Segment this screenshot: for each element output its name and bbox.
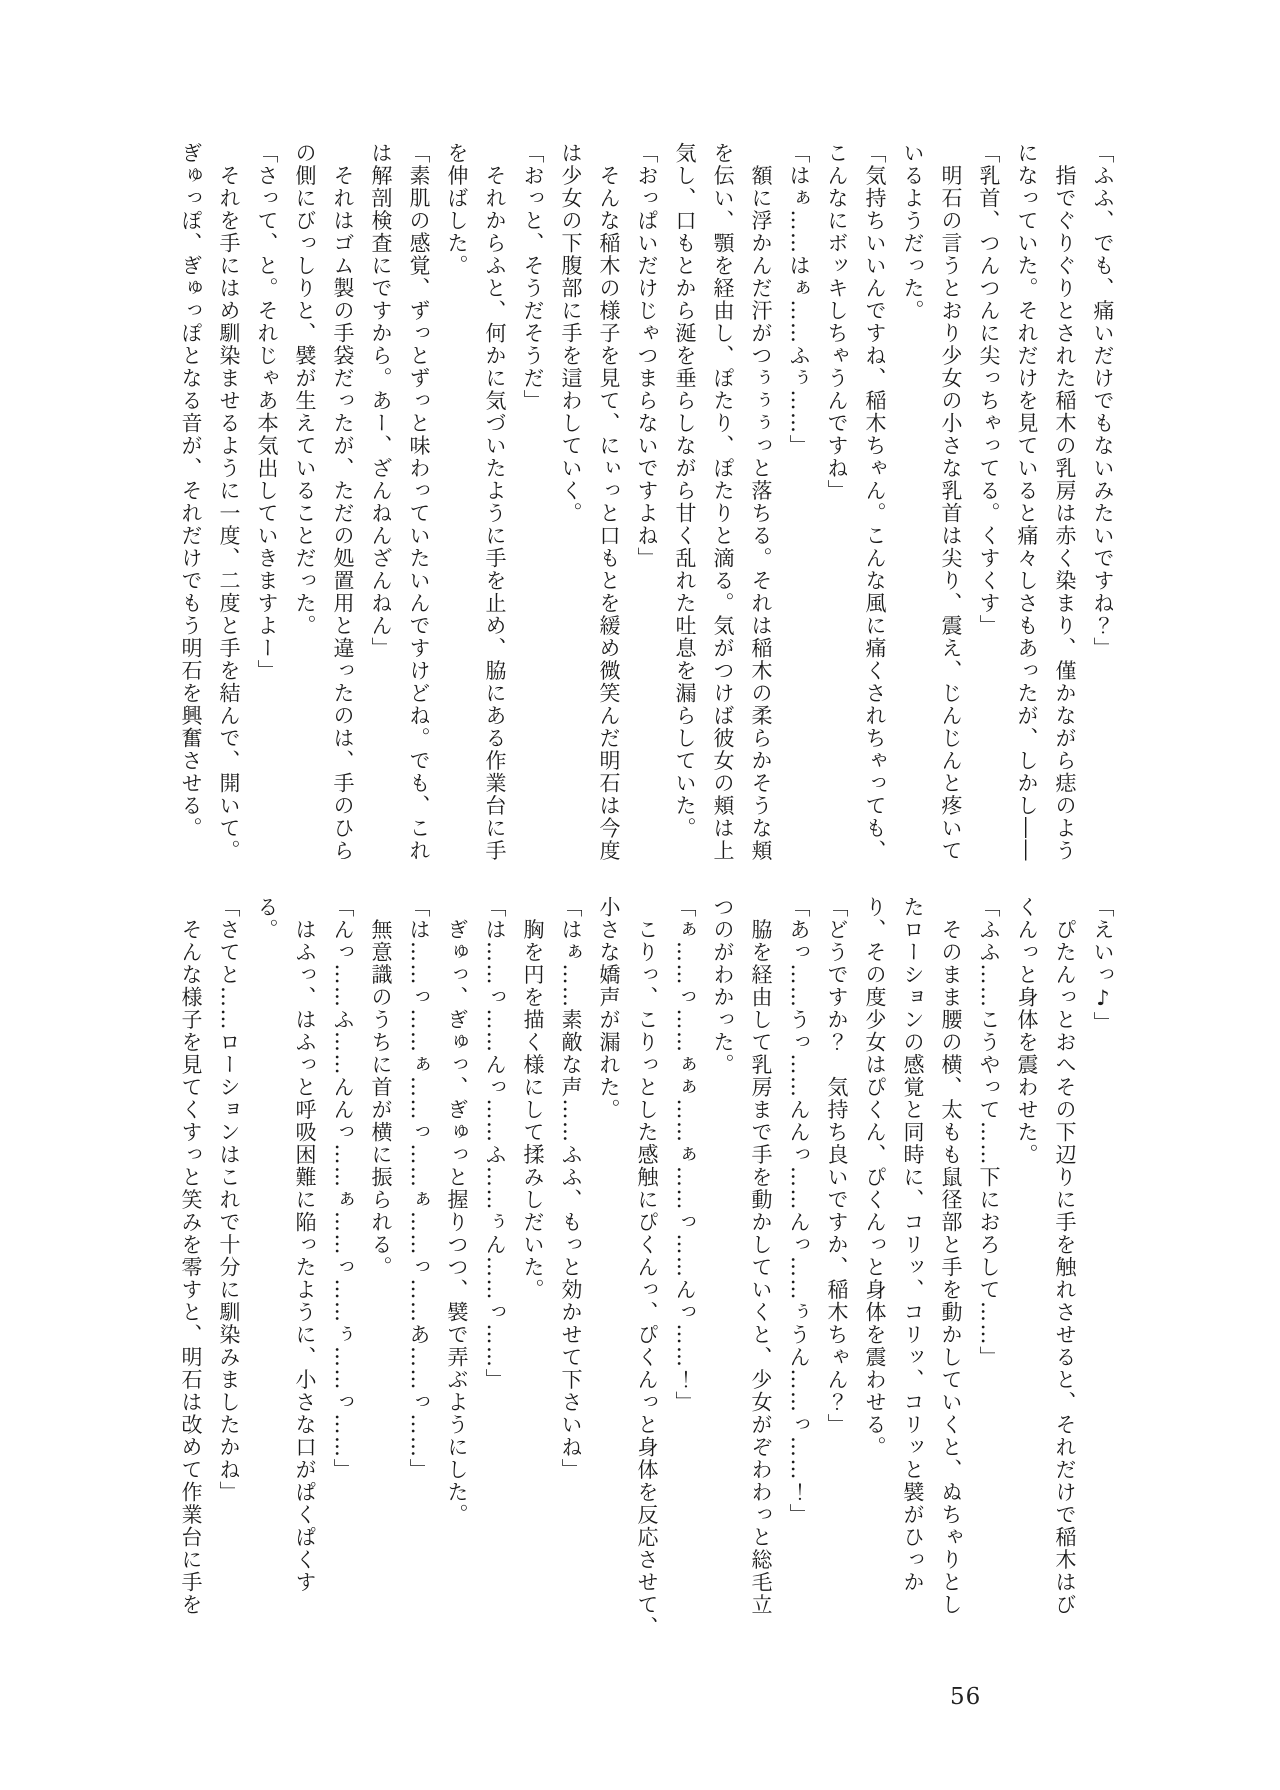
text-line: たローションの感覚と同時に、コリッ、コリッ、コリッと襞がひっか bbox=[901, 896, 925, 1594]
text-line: 「おっと、そうだそうだ」 bbox=[521, 142, 545, 412]
text-line: ぴたんっとおへその下辺りに手を触れさせると、それだけで稲木はび bbox=[1053, 896, 1077, 1616]
text-line: 「は……っ……んっ……ふ……ぅん……っ……」 bbox=[483, 896, 507, 1391]
text-line: る。 bbox=[255, 896, 279, 941]
text-block-top bbox=[172, 142, 1122, 866]
text-line: 「乳首、つんつんに尖っちゃってる。くすくす」 bbox=[977, 142, 1001, 637]
text-line: 「気持ちいいんですね、稲木ちゃん。こんな風に痛くされちゃっても、 bbox=[863, 142, 887, 862]
text-line: 小さな嬌声が漏れた。 bbox=[597, 896, 621, 1121]
text-line: になっていた。それだけを見ていると痛々しさもあったが、しかし―― bbox=[1015, 142, 1039, 862]
text-line: つのがわかった。 bbox=[711, 896, 735, 1076]
text-line: 明石の言うとおり少女の小さな乳首は尖り、震え、じんじんと疼いて bbox=[939, 142, 963, 862]
text-line: 「ふふ……こうやって……下におろして……」 bbox=[977, 896, 1001, 1369]
text-line: を伝い、顎を経由し、ぽたり、ぽたりと滴る。気がつけば彼女の頬は上 bbox=[711, 142, 735, 862]
text-line: 指でぐりぐりとされた稲木の乳房は赤く染まり、僅かながら痣のよう bbox=[1053, 142, 1077, 862]
text-line: それはゴム製の手袋だったが、ただの処置用と違ったのは、手のひら bbox=[331, 142, 355, 862]
text-line: を伸ばした。 bbox=[445, 142, 469, 277]
text-line: 「ふふ、でも、痛いだけでもないみたいですね？」 bbox=[1091, 142, 1115, 660]
text-line: は解剖検査にですから。あー、ざんねんざんねん」 bbox=[369, 142, 393, 660]
text-line: 無意識のうちに首が横に振られる。 bbox=[369, 896, 393, 1279]
text-line: ぎゅっぽ、ぎゅっぽとなる音が、それだけでもう明石を興奮させる。 bbox=[179, 142, 203, 840]
text-block-bottom bbox=[172, 896, 1122, 1644]
text-line: こりっ、こりっとした感触にぴくんっ、ぴくんっと身体を反応させて、 bbox=[635, 896, 659, 1639]
text-line: それを手にはめ馴染ませるように一度、二度と手を結んで、開いて。 bbox=[217, 142, 241, 862]
text-line: そんな様子を見てくすっと笑みを零すと、明石は改めて作業台に手を bbox=[179, 896, 203, 1616]
text-line: 「んっ……ふ……んんっ……ぁ……っ……ぅ……っ……」 bbox=[331, 896, 355, 1481]
text-line: 「えいっ♪」 bbox=[1091, 896, 1115, 1034]
text-line: 「は……っ……ぁ……っ……ぁ……っ……あ……っ……」 bbox=[407, 896, 431, 1481]
text-line: 「さって、と。それじゃあ本気出していきますよー」 bbox=[255, 142, 279, 682]
text-line: 額に浮かんだ汗がつぅぅぅっと落ちる。それは稲木の柔らかそうな頬 bbox=[749, 142, 773, 862]
text-line: それからふと、何かに気づいたように手を止め、脇にある作業台に手 bbox=[483, 142, 507, 862]
text-line: り、その度少女はぴくん、ぴくんっと身体を震わせる。 bbox=[863, 896, 887, 1459]
page-number: 56 bbox=[950, 1684, 982, 1710]
text-line: そのまま腰の横、太もも鼠径部と手を動かしていくと、ぬちゃりとし bbox=[939, 896, 963, 1616]
text-line: いるようだった。 bbox=[901, 142, 925, 322]
text-line: 気し、口もとから涎を垂らしながら甘く乱れた吐息を漏らしていた。 bbox=[673, 142, 697, 840]
text-line: 「おっぱいだけじゃつまらないですよね」 bbox=[635, 142, 659, 570]
text-line: くんっと身体を震わせた。 bbox=[1015, 896, 1039, 1166]
text-line: 「素肌の感覚、ずっとずっと味わっていたいんですけどね。でも、これ bbox=[407, 142, 431, 862]
text-line: 「はぁ……はぁ……ふぅ……」 bbox=[787, 142, 811, 457]
text-line: 脇を経由して乳房まで手を動かしていくと、少女がぞわわっと総毛立 bbox=[749, 896, 773, 1616]
text-line: そんな稲木の様子を見て、にぃっと口もとを緩め微笑んだ明石は今度 bbox=[597, 142, 621, 862]
text-line: は少女の下腹部に手を這わしていく。 bbox=[559, 142, 583, 525]
text-line: 胸を円を描く様にして揉みしだいた。 bbox=[521, 896, 545, 1301]
text-line: の側にびっしりと、襞が生えていることだった。 bbox=[293, 142, 317, 637]
text-line: 「ぁ……っ……ぁぁ……ぁ……っ……んっ……！」 bbox=[673, 896, 697, 1414]
text-line: こんなにボッキしちゃうんですね」 bbox=[825, 142, 849, 502]
text-line: はふっ、はふっと呼吸困難に陥ったように、小さな口がぱくぱくす bbox=[293, 896, 317, 1594]
text-line: ぎゅっ、ぎゅっ、ぎゅっと握りつつ、襞で弄ぶようにした。 bbox=[445, 896, 469, 1526]
text-line: 「あっ……うっ……んんっ……んっ……ぅうん……っ……！」 bbox=[787, 896, 811, 1526]
text-line: 「さてと……ローションはこれで十分に馴染みましたかね」 bbox=[217, 896, 241, 1504]
text-line: 「どうですか？ 気持ち良いですか、稲木ちゃん？」 bbox=[825, 896, 849, 1436]
text-line: 「はぁ……素敵な声……ふふ、もっと効かせて下さいね」 bbox=[559, 896, 583, 1481]
